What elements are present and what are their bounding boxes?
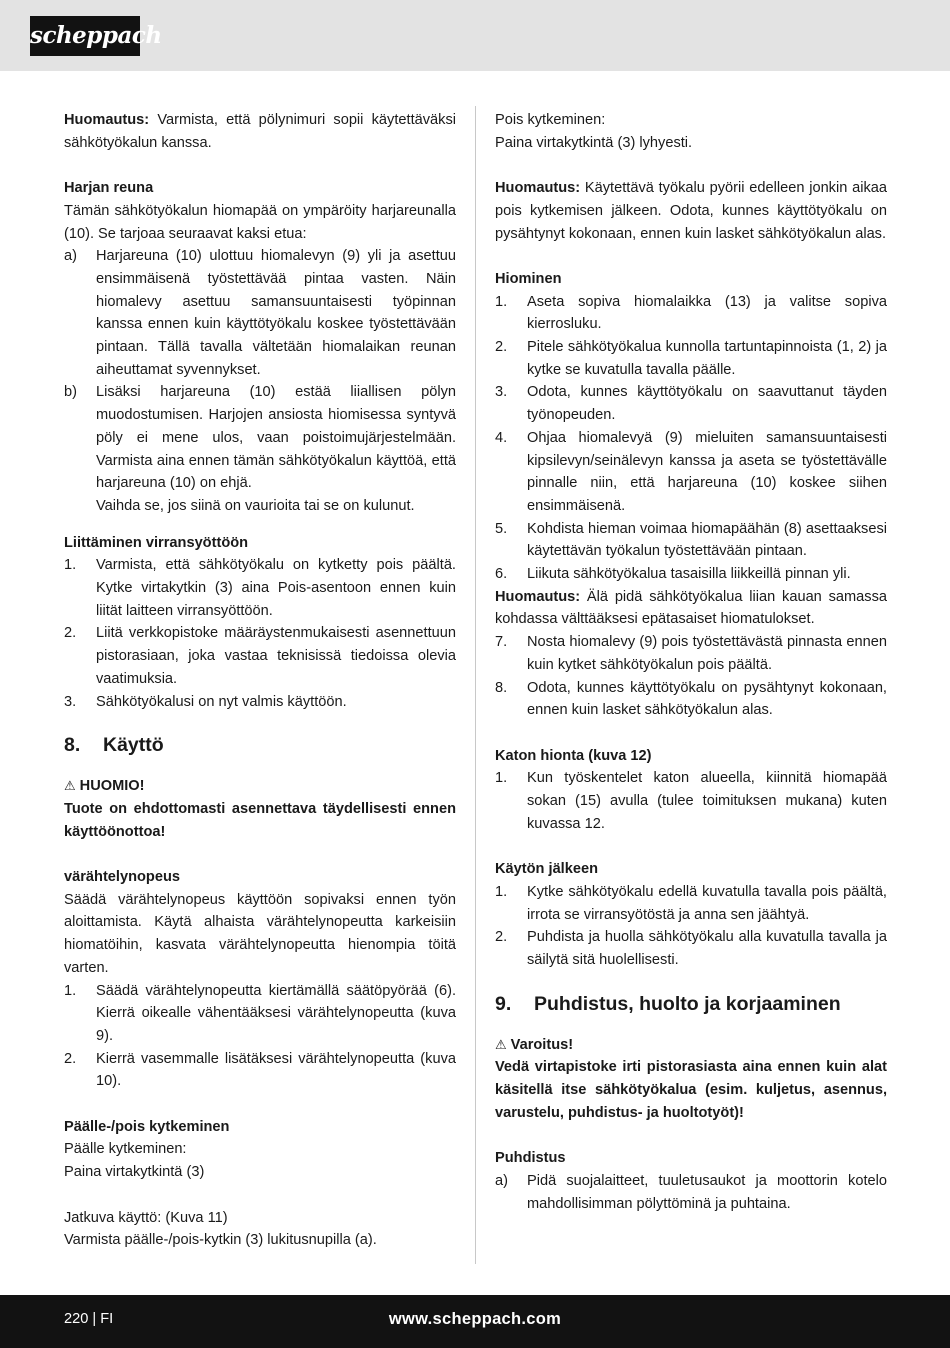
list-item: 2. Pitele sähkötyökalua kunnolla tartuntapinnoista (1, 2) ja kytke se kuvatulla tavalla päälle. <box>495 339 887 378</box>
note-vacuum: Huomautus: Varmista, että pölynimuri sopii käytettäväksi sähkötyökalun kanssa. <box>64 112 456 151</box>
power-title: Liittäminen virransyöttöön <box>64 534 249 551</box>
ceiling-title: Katon hionta (kuva 12) <box>495 747 652 764</box>
note-sanding: Huomautus: Älä pidä sähkötyökalua liian kauan samassa kohdassa välttääksesi epätasaiset hiomatulokset. <box>495 588 887 628</box>
warning-text: Vedä virtapistoke irti pistorasiasta aina ennen kuin alat käsitellä itse sähkötyökalua (esim. kuljetus, asennus, varustelu, puhdistus- ja huoltotyöt)! <box>495 1059 887 1121</box>
on-label: Päälle kytkeminen: <box>64 1141 187 1158</box>
list-item: 6. Liikuta sähkötyökalua tasaisilla liikkeillä pinnan yli. <box>495 566 851 583</box>
caution-heading: ⚠ HUOMIO! <box>64 778 145 795</box>
list-item: a) Pidä suojalaitteet, tuuletusaukot ja moottorin kotelo mahdollisimman pölyttöminä ja puhtaina. <box>495 1172 887 1212</box>
scheppach-logo: scheppach <box>30 16 140 56</box>
warning-heading: ⚠ Varoitus! <box>495 1036 574 1053</box>
list-item: 3. Odota, kunnes käyttötyökalu on saavuttanut täyden työnopeuden. <box>495 384 887 424</box>
after-use-title: Käytön jälkeen <box>495 861 599 878</box>
continuous-label: Jatkuva käyttö: (Kuva 11) <box>64 1209 228 1226</box>
list-item: 1. Kun työskentelet katon alueella, kiinnitä hiomapää sokan (15) avulla (tulee toimituksen mukana) kuten kuvassa 12. <box>495 770 887 832</box>
list-item: 1. Kytke sähkötyökalu edellä kuvatulla tavalla pois päältä, irrota se virransyötöstä ja anna sen jäähtyä. <box>495 883 887 923</box>
vibration-title: värähtelynopeus <box>64 869 180 886</box>
page-header <box>0 0 950 71</box>
brush-intro: Tämän sähkötyökalun hiomapää on ympäröity harjareunalla (10). Se tarjoaa seuraavat kaksi etua: <box>64 202 456 242</box>
website-url: www.scheppach.com <box>388 1310 562 1328</box>
list-item: 2. Puhdista ja huolla sähkötyökalu alla kuvatulla tavalla ja säilytä sitä huolellisesti. <box>495 929 887 968</box>
list-item: 1. Säädä värähtelynopeutta kiertämällä säätöpyörää (6). Kierrä oikealle vähentääksesi värähtelynopeutta (kuva 9). <box>64 982 456 1044</box>
list-item: a) Harjareuna (10) ulottuu hiomalevyn (9) yli ja asettuu ensimmäisenä työstettävää pintaa vasten. Näin hiomalevy asettuu samansuuntaisesti työpinnan kanssa ennen kuin käyttötyökalu koskee työstettävään pintaan. Tällä tavalla vältetään hiomalaikan reunan aiheuttamat syvennykset. <box>64 248 456 378</box>
brush-title: Harjan reuna <box>64 180 154 197</box>
list-item: 1. Aseta sopiva hiomalaikka (13) ja valitse sopiva kierrosluku. <box>495 293 887 333</box>
vibration-intro: Säädä värähtelynopeus käyttöön sopivaksi ennen työn aloittamista. Käytä alhaista värähtelynopeutta karkeisiin hiomatöihin, kasvata värähtelynopeutta hienompia töitä varten. <box>64 891 456 976</box>
list-item: b) Lisäksi harjareuna (10) estää liiallisen pölyn muodostumisen. Harjojen ansiosta hiomisessa syntyvä pöly ei mene ulos, vaan poistoimujärjestelmään. Varmista aina ennen tämän sähkötyökalun käyttöä, että harjareuna (10) on ehjä. Vaihda se, jos siinä on vaurioita tai se on kulunut. <box>64 384 456 514</box>
page-number: 220 | FI <box>64 1311 114 1327</box>
list-item: 2. Liitä verkkopistoke määräystenmukaisesti asennettuun pistorasiaan, joka vastaa teknisissä tiedoissa olevia vaatimuksia. <box>64 625 456 687</box>
left-column <box>64 109 456 1252</box>
warning-triangle-icon: ⚠ <box>64 778 76 794</box>
section-8-heading: 8. Käyttö <box>64 734 164 757</box>
page-footer <box>0 1295 950 1348</box>
onoff-title: Päälle-/pois kytkeminen <box>64 1118 230 1135</box>
on-text: Paina virtakytkintä (3) <box>64 1164 205 1181</box>
continuous-text: Varmista päälle-/pois-kytkin (3) lukitusnupilla (a). <box>64 1232 377 1249</box>
right-column <box>495 109 887 1215</box>
list-item: 7. Nosta hiomalevy (9) pois työstettävästä pinnasta ennen kuin kytket sähkötyökalun pois päältä. <box>495 634 887 673</box>
off-text: Paina virtakytkintä (3) lyhyesti. <box>495 134 693 151</box>
off-label: Pois kytkeminen: <box>495 112 606 128</box>
cleaning-title: Puhdistus <box>495 1150 566 1167</box>
list-item: 2. Kierrä vasemmalle lisätäksesi värähtelynopeutta (kuva 10). <box>64 1050 456 1090</box>
warning-triangle-icon: ⚠ <box>495 1036 507 1052</box>
list-item: 1. Varmista, että sähkötyökalu on kytketty pois päältä. Kytke virtakytkin (3) aina Pois-asentoon ennen kuin liität laitteen virransyöttöön. <box>64 557 456 619</box>
list-item: 8. Odota, kunnes käyttötyökalu on pysähtynyt kokonaan, ennen kuin lasket sähkötyökalun alas. <box>495 679 887 719</box>
list-item: 3. Sähkötyökalusi on nyt valmis käyttöön. <box>64 693 347 710</box>
column-divider <box>475 106 476 1264</box>
sanding-title: Hiominen <box>495 270 562 287</box>
list-item: 4. Ohjaa hiomalevyä (9) mieluiten samansuuntaisesti kipsilevyn/seinälevyn kanssa ja aseta se työstettävälle pinnalle niin, että harjareuna (10) koskee siihen ensimmäisenä. <box>495 429 887 514</box>
list-item: 5. Kohdista hieman voimaa hiomapäähän (8) asettaaksesi käytettävän työkalun työstettävään pintaan. <box>495 520 887 560</box>
note-runout: Huomautus: Käytettävä työkalu pyörii edelleen jonkin aikaa pois kytkemisen jälkeen. Odota, kunnes käyttötyökalu on pysähtynyt kokonaan, ennen kuin lasket sähkötyökalun alas. <box>495 180 887 242</box>
caution-text: Tuote on ehdottomasti asennettava täydellisesti ennen käyttöönottoa! <box>64 800 456 840</box>
section-9-heading: 9. Puhdistus, huolto ja korjaaminen <box>495 992 841 1015</box>
